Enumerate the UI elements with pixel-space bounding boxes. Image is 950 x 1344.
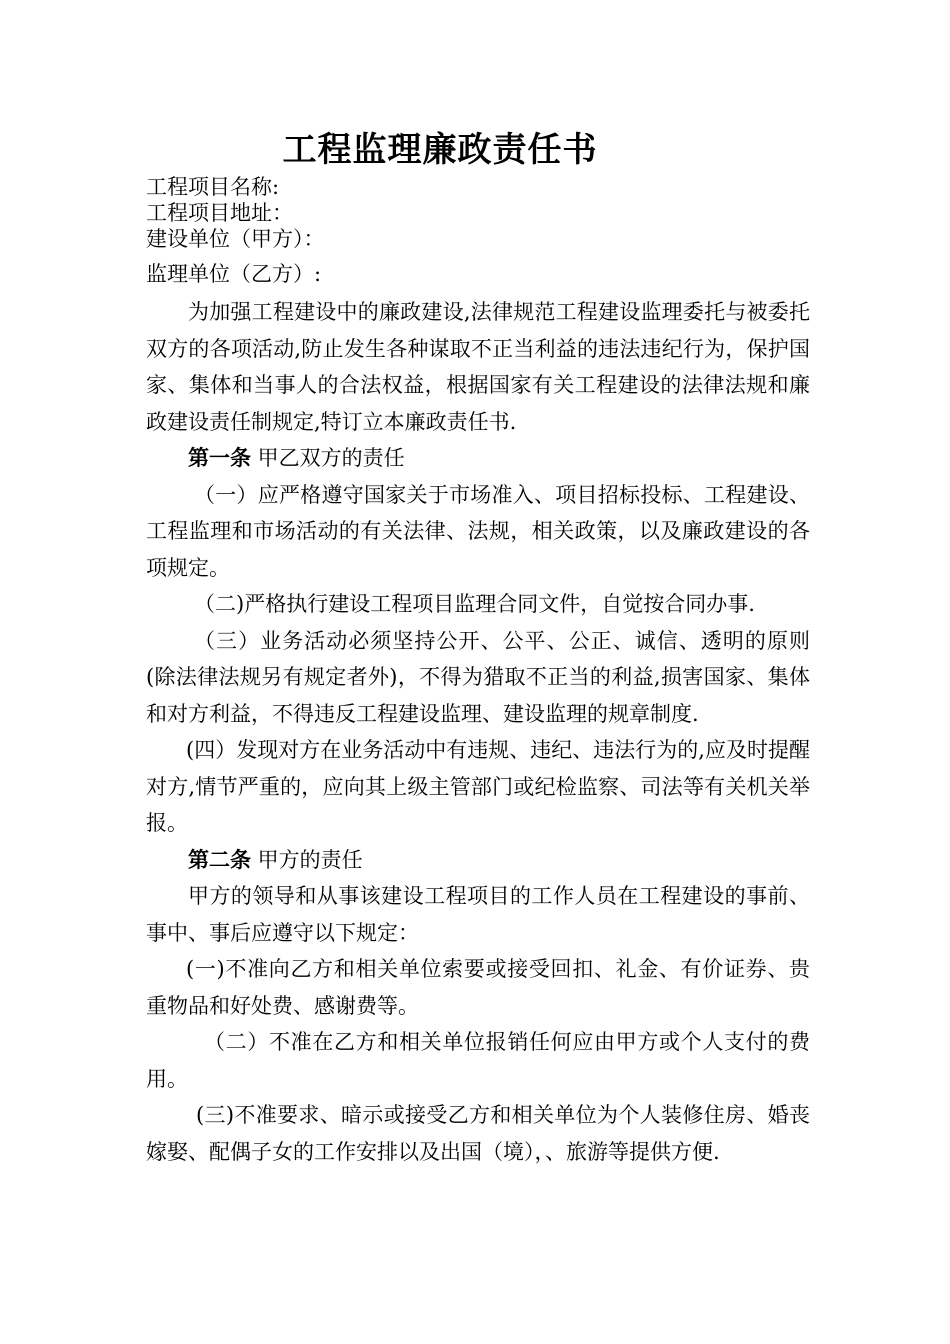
article-2-item-3: (三)不准要求、暗示或接受乙方和相关单位为个人装修住房、婚丧嫁娶、配偶子女的工作安排以及出国（境），、旅游等提供方便. bbox=[146, 1103, 810, 1164]
article-1-item-1: （一）应严格遵守国家关于市场准入、项目招标投标、工程建设、工程监理和市场活动的有关法律、法规，相关政策，以及廉政建设的各项规定。 bbox=[146, 482, 810, 580]
article-1-title: 甲乙双方的责任 bbox=[251, 446, 405, 470]
project-address-field: 工程项目地址： bbox=[146, 201, 293, 225]
article-1-item-2: （二)严格执行建设工程项目监理合同文件，自觉按合同办事. bbox=[194, 592, 755, 616]
party-b-field: 监理单位（乙方）: bbox=[146, 262, 322, 286]
article-1-heading bbox=[146, 440, 810, 477]
document-body bbox=[146, 294, 810, 1170]
article-2-title: 甲方的责任 bbox=[251, 847, 363, 872]
document-title: 工程监理廉政责任书 bbox=[282, 130, 598, 170]
project-name-field: 工程项目名称: bbox=[146, 175, 280, 199]
intro-paragraph: 为加强工程建设中的廉政建设,法律规范工程建设监理委托与被委托双方的各项活动,防止发生各种谋取不正当利益的违法违纪行为，保护国家、集体和当事人的合法权益，根据国家有关工程建设的法律法规和廉政建设责任制规定,特订立本廉政责任书. bbox=[146, 300, 810, 434]
article-2-item-1: (一)不准向乙方和相关单位索要或接受回扣、礼金、有价证券、贵重物品和好处费、感谢费等。 bbox=[146, 957, 810, 1018]
article-1-item-4: (四）发现对方在业务活动中有违规、违纪、违法行为的,应及时提醒对方,情节严重的，应向其上级主管部门或纪检监察、司法等有关机关举报。 bbox=[146, 738, 810, 835]
article-1-item-3: （三）业务活动必须坚持公开、公平、公正、诚信、透明的原则(除法律法规另有规定者外)，不得为猎取不正当的利益,损害国家、集体和对方利益，不得违反工程建设监理、建设监理的规章制度. bbox=[146, 628, 810, 726]
party-a-field: 建设单位（甲方）： bbox=[146, 227, 325, 251]
article-2-heading bbox=[146, 842, 810, 879]
article-2-number: 第二条 bbox=[188, 847, 251, 872]
article-1-number: 第一条 bbox=[188, 446, 251, 470]
article-2-item-2: （二）不准在乙方和相关单位报销任何应由甲方或个人支付的费用。 bbox=[146, 1030, 810, 1091]
article-2-intro: 甲方的领导和从事该建设工程项目的工作人员在工程建设的事前、事中、事后应遵守以下规定： bbox=[146, 884, 810, 945]
